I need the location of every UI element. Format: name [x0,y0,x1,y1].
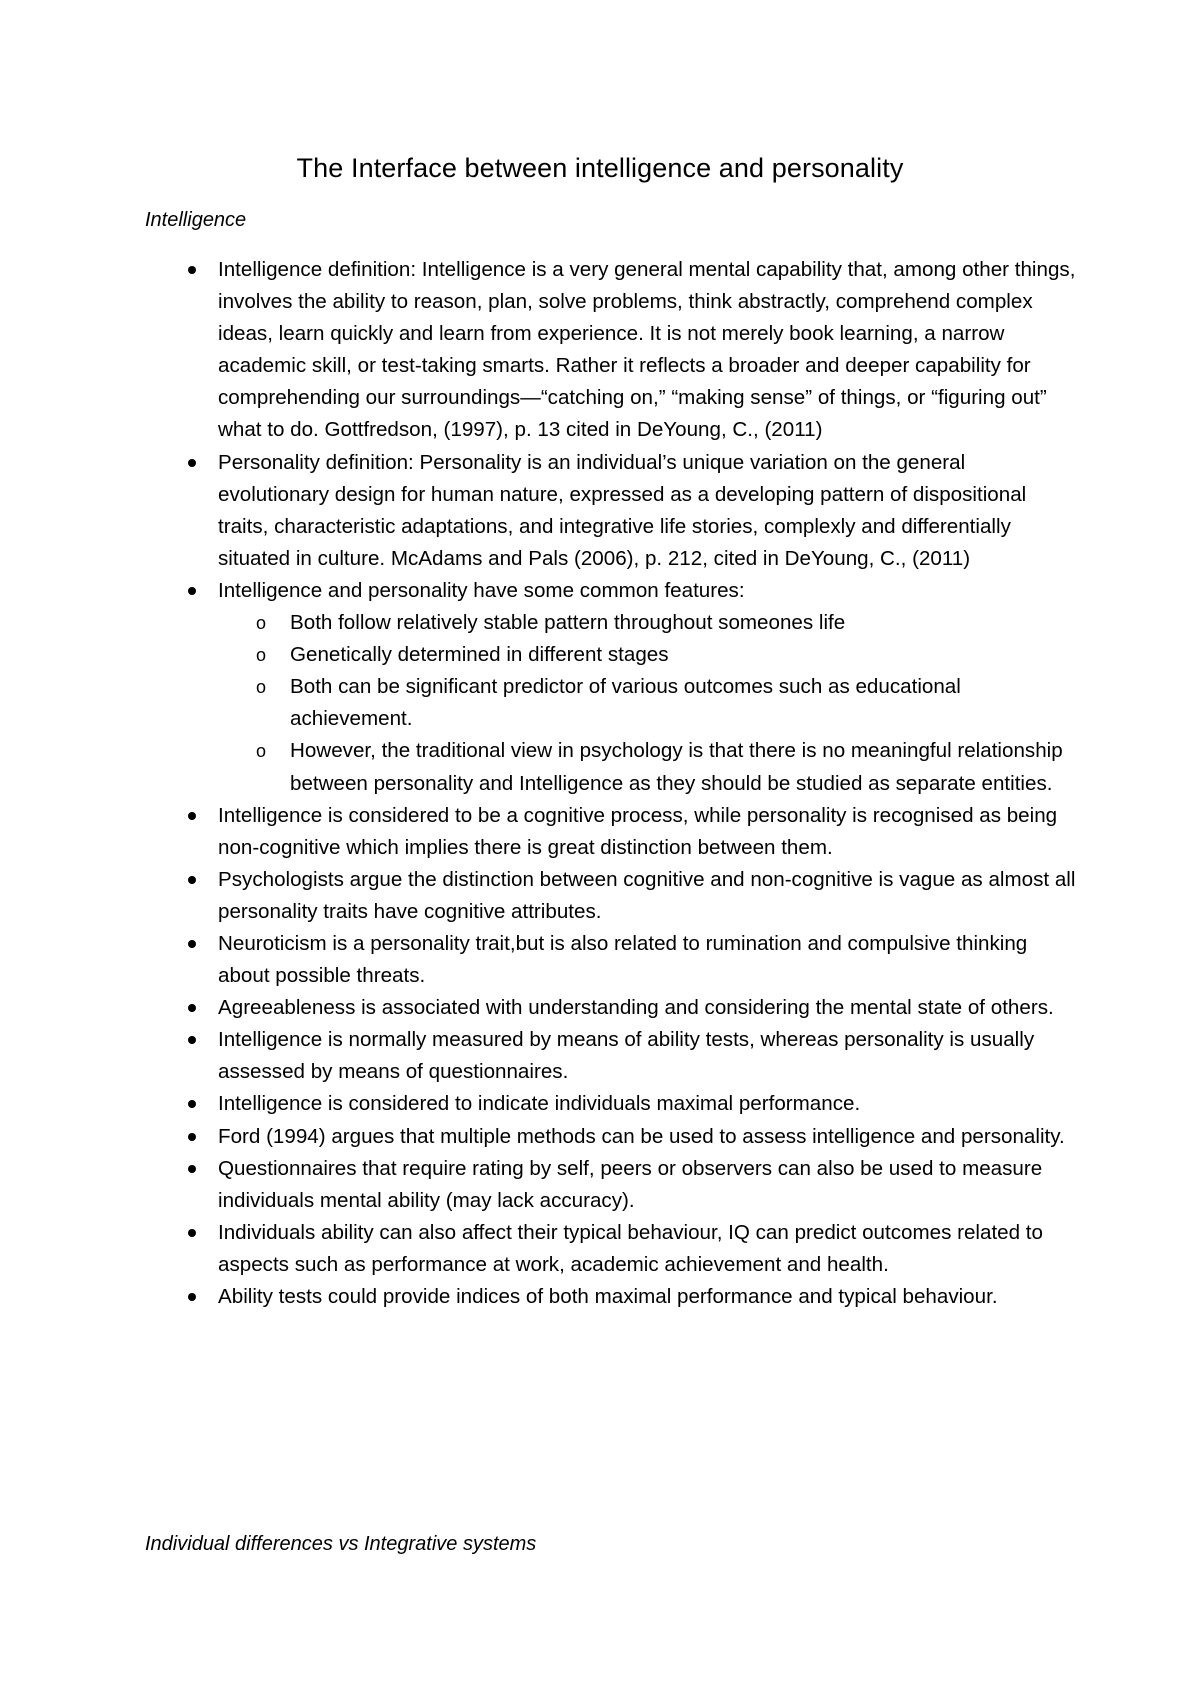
list-item [218,447,1078,575]
list-item-text: Individuals ability can also affect their typical behaviour, IQ can predict outcomes related to aspects such as performance at work, academic achievement and health. [218,1220,1043,1276]
bullet-icon [188,876,196,884]
sub-list-item [256,639,1078,671]
circle-bullet-icon: o [256,677,267,698]
bullet-icon [188,266,196,274]
list-item-text: Ability tests could provide indices of both maximal performance and typical behaviour. [218,1285,998,1308]
sub-list-item [256,671,1078,735]
sub-list-item-text: However, the traditional view in psychology is that there is no meaningful relationship between personality and Intelligence as they should be studied as separate entities. [290,739,1063,795]
bullet-icon [188,459,196,467]
list-item-text: Intelligence is considered to indicate individuals maximal performance. [218,1092,861,1116]
circle-bullet-icon: o [256,645,267,666]
list-item-text: Neuroticism is a personality trait,but is also related to rumination and compulsive thinking about possible threats. [218,931,1028,988]
list-item [218,1217,1078,1281]
list-item-text: Personality definition: Personality is an individual’s unique variation on the general evolutionary design for human nature, expressed as a developing pattern of dispositional traits, characteristic adaptations, and integrative life stories, complexly and differentially situated in culture. McAdams and Pals (2006), p. 212, cited in DeYoung, C., (2011) [218,450,1027,570]
bullet-icon [188,1229,196,1237]
bullet-icon [188,1004,196,1012]
list-item-text: Ford (1994) argues that multiple methods can be used to assess intelligence and personality. [218,1124,1065,1148]
bullet-list [218,254,1078,1313]
sub-list-item-text: Both can be significant predictor of various outcomes such as educational achievement. [290,675,961,731]
list-item-text: Intelligence is considered to be a cognitive process, while personality is recognised as being non-cognitive which implies there is great distinction between them. [218,803,1058,859]
list-item-text: Questionnaires that require rating by self, peers or observers can also be used to measure individuals mental ability (may lack accuracy). [218,1156,1043,1212]
bullet-icon [188,1036,196,1044]
bullet-icon [188,812,196,820]
sub-list-item [256,607,1078,639]
bullet-icon [188,1293,196,1301]
list-item [218,1024,1078,1088]
list-item [218,575,1078,800]
circle-bullet-icon: o [256,741,267,762]
list-item-text: Agreeableness is associated with understanding and considering the mental state of others. [218,996,1054,1020]
circle-bullet-icon: o [256,613,267,634]
list-item-text: Psychologists argue the distinction between cognitive and non-cognitive is vague as almost all personality traits have cognitive attributes. [218,867,1076,923]
list-item [218,992,1078,1024]
bullet-icon [188,587,196,595]
list-item [218,254,1078,447]
page-title: The Interface between intelligence and personality [296,153,904,183]
list-item [218,800,1078,864]
section-heading-intelligence: Intelligence [145,209,247,231]
list-item [218,864,1078,928]
bullet-icon [188,1100,196,1108]
list-item-text: Intelligence is normally measured by means of ability tests, whereas personality is usually assessed by means of questionnaires. [218,1028,1035,1084]
list-item [218,1088,1078,1120]
list-item [218,1121,1078,1153]
list-item [218,1281,1078,1313]
bullet-icon [188,940,196,948]
list-item-text: Intelligence and personality have some common features: [218,578,745,602]
bullet-icon [188,1133,196,1141]
sub-list-item-text: Both follow relatively stable pattern throughout someones life [290,611,846,635]
list-item-text: Intelligence definition: Intelligence is a very general mental capability that, among other things, involves the ability to reason, plan, solve problems, think abstractly, comprehend complex ideas, learn quickly and learn from experience. It is not merely book learning, a narrow academic skill, or test-taking smarts. Rather it reflects a broader and deeper capability for comprehending our surroundings—“catching on,” “making sense” of things, or “figuring out” what to do. Gottfredson, (1997), p. 13 cited in DeYoung, C., (2011) [218,258,1076,442]
list-item [218,928,1078,992]
section-heading-individual-differences: Individual differences vs Integrative systems [145,1533,537,1555]
sub-bullet-list [218,607,1078,800]
bullet-icon [188,1165,196,1173]
sub-list-item-text: Genetically determined in different stages [290,643,669,667]
list-item [218,1153,1078,1217]
sub-list-item [256,735,1078,799]
